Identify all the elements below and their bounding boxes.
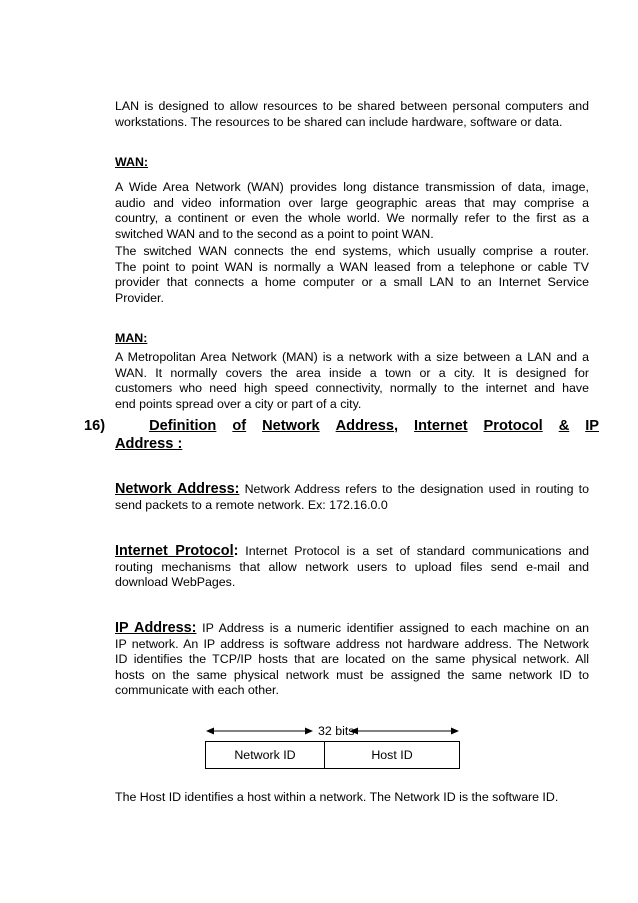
wan-paragraph-2 bbox=[115, 244, 589, 306]
text-line: download WebPages. bbox=[115, 575, 236, 590]
text-line: audio and video information over large geographic areas that may comprise a bbox=[115, 195, 589, 210]
wan-heading: WAN: bbox=[115, 155, 149, 169]
title-word: IP bbox=[585, 418, 599, 434]
title-word: Address, bbox=[335, 418, 399, 434]
text-line: hosts on the same physical network must be assigned the same network ID to bbox=[115, 667, 589, 682]
text-line: A Metropolitan Area Network (MAN) is a network with a size between a LAN and a bbox=[115, 350, 589, 364]
title-word: Definition bbox=[149, 418, 217, 434]
man-heading: MAN: bbox=[115, 331, 148, 345]
text-line: A Wide Area Network (WAN) provides long distance transmission of data, image, bbox=[115, 180, 589, 194]
text-line: The Host ID identifies a host within a network. The Network ID is the software ID. bbox=[115, 790, 559, 804]
ip-id-table bbox=[205, 741, 460, 769]
title-word: of bbox=[232, 418, 247, 434]
section-number: 16) bbox=[84, 418, 106, 434]
text-line: The switched WAN connects the end systems, which usually comprise a router. bbox=[115, 244, 589, 258]
text-line bbox=[115, 482, 589, 498]
ip-address-diagram bbox=[205, 722, 460, 772]
text-line: routing mechanisms that allow network users to upload files send e-mail and bbox=[115, 559, 589, 574]
man-paragraph bbox=[115, 350, 589, 412]
title-word: & bbox=[558, 418, 570, 434]
title-word: Network bbox=[262, 418, 320, 434]
internet-protocol-paragraph bbox=[115, 544, 589, 591]
network-address-term: Network Address: bbox=[115, 481, 240, 497]
text-line: provider that connects a home computer or a small LAN to an Internet Service bbox=[115, 275, 589, 290]
left-arrow-head-icon bbox=[206, 728, 214, 735]
text-line: LAN is designed to allow resources to be shared between personal computers and bbox=[115, 99, 589, 113]
title-word: Protocol bbox=[483, 418, 543, 434]
internet-protocol-term: Internet Protocol bbox=[115, 543, 234, 559]
title-word: Internet bbox=[414, 418, 468, 434]
bits-label: 32 bits bbox=[318, 724, 355, 738]
closing-paragraph bbox=[115, 790, 589, 806]
term-colon: : bbox=[233, 543, 239, 559]
text-line: Provider. bbox=[115, 290, 164, 305]
text-line: WAN. It normally covers the area inside a town or a city. It is designed for bbox=[115, 365, 589, 380]
text-line: communicate with each other. bbox=[115, 683, 279, 698]
section-16-title bbox=[84, 417, 599, 453]
text-line: switched WAN and to the second as a point to point WAN. bbox=[115, 226, 434, 241]
ip-address-paragraph bbox=[115, 621, 589, 699]
text-line: send packets to a remote network. Ex: 172.16.0.0 bbox=[115, 497, 388, 512]
text-run: Internet Protocol is a set of standard communications and bbox=[238, 544, 589, 558]
text-line: customers who need high speed connectivity, normally to the internet and have bbox=[115, 381, 589, 396]
title-word: Address : bbox=[115, 436, 183, 452]
text-run: IP Address is a numeric identifier assigned to each machine on an bbox=[196, 621, 589, 635]
network-id-cell: Network ID bbox=[206, 742, 325, 768]
section-title-line bbox=[84, 417, 599, 435]
left-arrow-tail-icon bbox=[305, 728, 313, 735]
text-line: The point to point WAN is normally a WAN leased from a telephone or cable TV bbox=[115, 259, 589, 274]
text-line: IP network. An IP address is software address not hardware address. The Network bbox=[115, 636, 589, 651]
text-line: end points spread over a city or part of a city. bbox=[115, 396, 362, 411]
wan-paragraph-1 bbox=[115, 180, 589, 242]
text-line: ID identifies the TCP/IP hosts that are located on the same physical network. All bbox=[115, 652, 589, 667]
network-address-paragraph bbox=[115, 482, 589, 513]
text-run: Network Address refers to the designation used in routing to bbox=[239, 482, 589, 496]
text-line: workstations. The resources to be shared can include hardware, software or data. bbox=[115, 114, 563, 129]
text-line bbox=[115, 544, 589, 560]
host-id-cell: Host ID bbox=[371, 748, 413, 762]
section-title-line-2 bbox=[84, 435, 599, 453]
right-arrow-head-icon bbox=[451, 728, 459, 735]
ip-address-term: IP Address: bbox=[115, 620, 197, 636]
lan-paragraph bbox=[115, 99, 589, 130]
text-line bbox=[115, 621, 589, 637]
text-line: country, a continent or even the whole world. We normally refer to the first as a bbox=[115, 211, 589, 226]
